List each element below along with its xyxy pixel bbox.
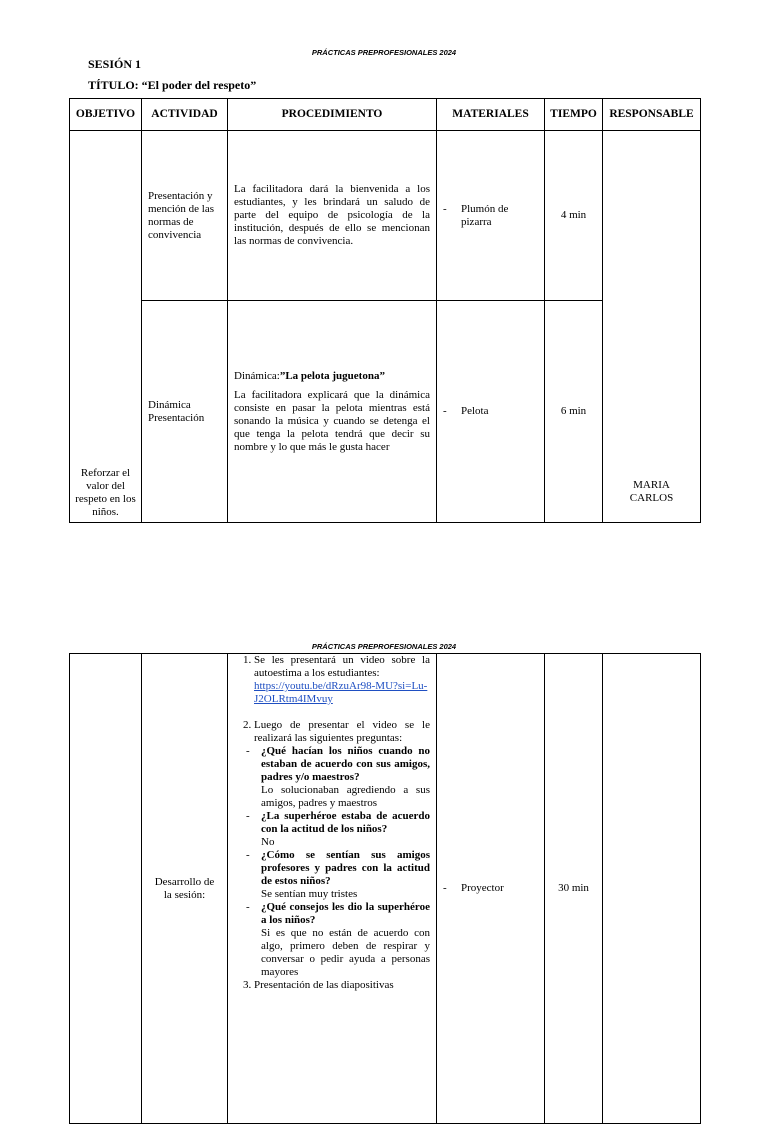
activity-text: Dinámica Presentación	[148, 398, 205, 424]
answer-text: Si es que no están de acuerdo con algo, primero deben de respirar y conversar o pedir ayuda a personas mayores	[261, 927, 430, 978]
session-plan-table	[69, 98, 701, 523]
question-text: ¿Cómo se sentían sus amigos profesores y padres con la actitud de estos niños?	[261, 849, 430, 887]
table-row	[70, 654, 701, 1124]
answer-text: Se sentían muy tristes	[261, 888, 358, 900]
table-header-row	[70, 99, 701, 131]
session-title: TÍTULO: “El poder del respeto”	[88, 78, 257, 92]
question-text: ¿Qué consejos les dio la superhéroe a los niños?	[261, 901, 430, 926]
responsible-text: MARIA CARLOS	[629, 479, 674, 504]
procedure-cell	[228, 301, 437, 523]
objective-text: Reforzar el valor del respeto en los niños.	[75, 467, 136, 518]
procedure-cell	[228, 131, 437, 301]
objective-cell	[70, 131, 142, 523]
procedure-steps	[236, 654, 430, 992]
column-header-materiales: MATERIALES	[437, 99, 545, 131]
time-cell	[545, 301, 603, 523]
procedure-cell	[228, 654, 437, 1124]
material-text: Pelota	[461, 405, 489, 417]
list-item	[254, 979, 430, 992]
question-text: ¿La superhéroe estaba de acuerdo con la actitud de los niños?	[261, 810, 430, 835]
activity-cell	[142, 654, 228, 1124]
responsible-cell	[603, 654, 701, 1124]
session-plan-table-continued	[69, 653, 701, 1124]
column-header-objetivo: OBJETIVO	[70, 99, 142, 131]
step-text: Luego de presentar el video se le realizará las siguientes preguntas:	[254, 719, 430, 744]
column-header-responsable: RESPONSABLE	[603, 99, 701, 131]
step-text: Se les presentará un video sobre la autoestima a los estudiantes:	[254, 654, 430, 679]
list-item: - ¿La superhéroe estaba de acuerdo con la actitud de los niños? No	[246, 810, 430, 848]
materials-cell: - Proyector	[437, 654, 545, 1124]
question-list	[246, 745, 430, 979]
list-item	[246, 719, 430, 979]
column-header-procedimiento: PROCEDIMIENTO	[228, 99, 437, 131]
list-item: - ¿Qué hacían los niños cuando no estaban de acuerdo con sus amigos, padres y/o maestros? Lo solucionaban agrediendo a sus amigos, padres y maestros	[246, 745, 430, 809]
materials-cell: - Plumón de pizarra	[437, 131, 545, 301]
dynamic-title: ”La pelota juguetona”	[279, 369, 385, 382]
step-text: Presentación de las diapositivas	[254, 979, 394, 991]
list-item	[254, 654, 430, 719]
question-text: ¿Qué hacían los niños cuando no estaban de acuerdo con sus amigos, padres y/o maestros?	[261, 745, 430, 783]
column-header-tiempo: TIEMPO	[545, 99, 603, 131]
time-text: 4 min	[560, 209, 587, 221]
list-item: - ¿Cómo se sentían sus amigos profesores y padres con la actitud de estos niños? Se sentían muy tristes	[246, 849, 430, 900]
responsible-cell	[603, 131, 701, 523]
activity-text: Desarrollo de la sesión:	[154, 875, 215, 901]
dynamic-label: Dinámica:	[234, 369, 280, 382]
objective-cell	[70, 654, 142, 1124]
procedure-text: La facilitadora explicará que la dinámica consiste en pasar la pelota mientras está sonando la música y cuando se detenga el que tenga la pelota tendrá que decir su nombre y lo que más le gusta hacer	[234, 388, 430, 453]
time-text: 30 min	[558, 882, 589, 894]
activity-text: Presentación y mención de las normas de convivencia	[148, 189, 214, 241]
table-row	[70, 131, 701, 301]
page-header: PRÁCTICAS PREPROFESIONALES 2024	[311, 642, 457, 651]
list-item: - ¿Qué consejos les dio la superhéroe a los niños? Si es que no están de acuerdo con algo, primero deben de respirar y conversar o pedir ayuda a personas mayores	[246, 901, 430, 978]
time-text: 6 min	[560, 405, 587, 417]
answer-text: No	[261, 836, 275, 848]
answer-text: Lo solucionaban agrediendo a sus amigos, padres y maestros	[261, 784, 430, 809]
page-header: PRÁCTICAS PREPROFESIONALES 2024	[311, 48, 457, 57]
activity-cell	[142, 301, 228, 523]
time-cell	[545, 131, 603, 301]
column-header-actividad: ACTIVIDAD	[142, 99, 228, 131]
material-text: Plumón de pizarra	[461, 202, 509, 228]
procedure-text: La facilitadora dará la bienvenida a los estudiantes, y les brindará un saludo de parte del equipo de psicología de la institución, después de ello se mencionan las normas de convivencia.	[234, 183, 430, 247]
activity-cell	[142, 131, 228, 301]
materials-cell: - Pelota	[437, 301, 545, 523]
material-text: Proyector	[461, 882, 504, 894]
session-label: SESIÓN 1	[88, 57, 142, 71]
video-link[interactable]: https://youtu.be/dRzuAr98-MU?si=Lu-J2OLRtm4IMvuy	[254, 680, 428, 705]
time-cell	[545, 654, 603, 1124]
